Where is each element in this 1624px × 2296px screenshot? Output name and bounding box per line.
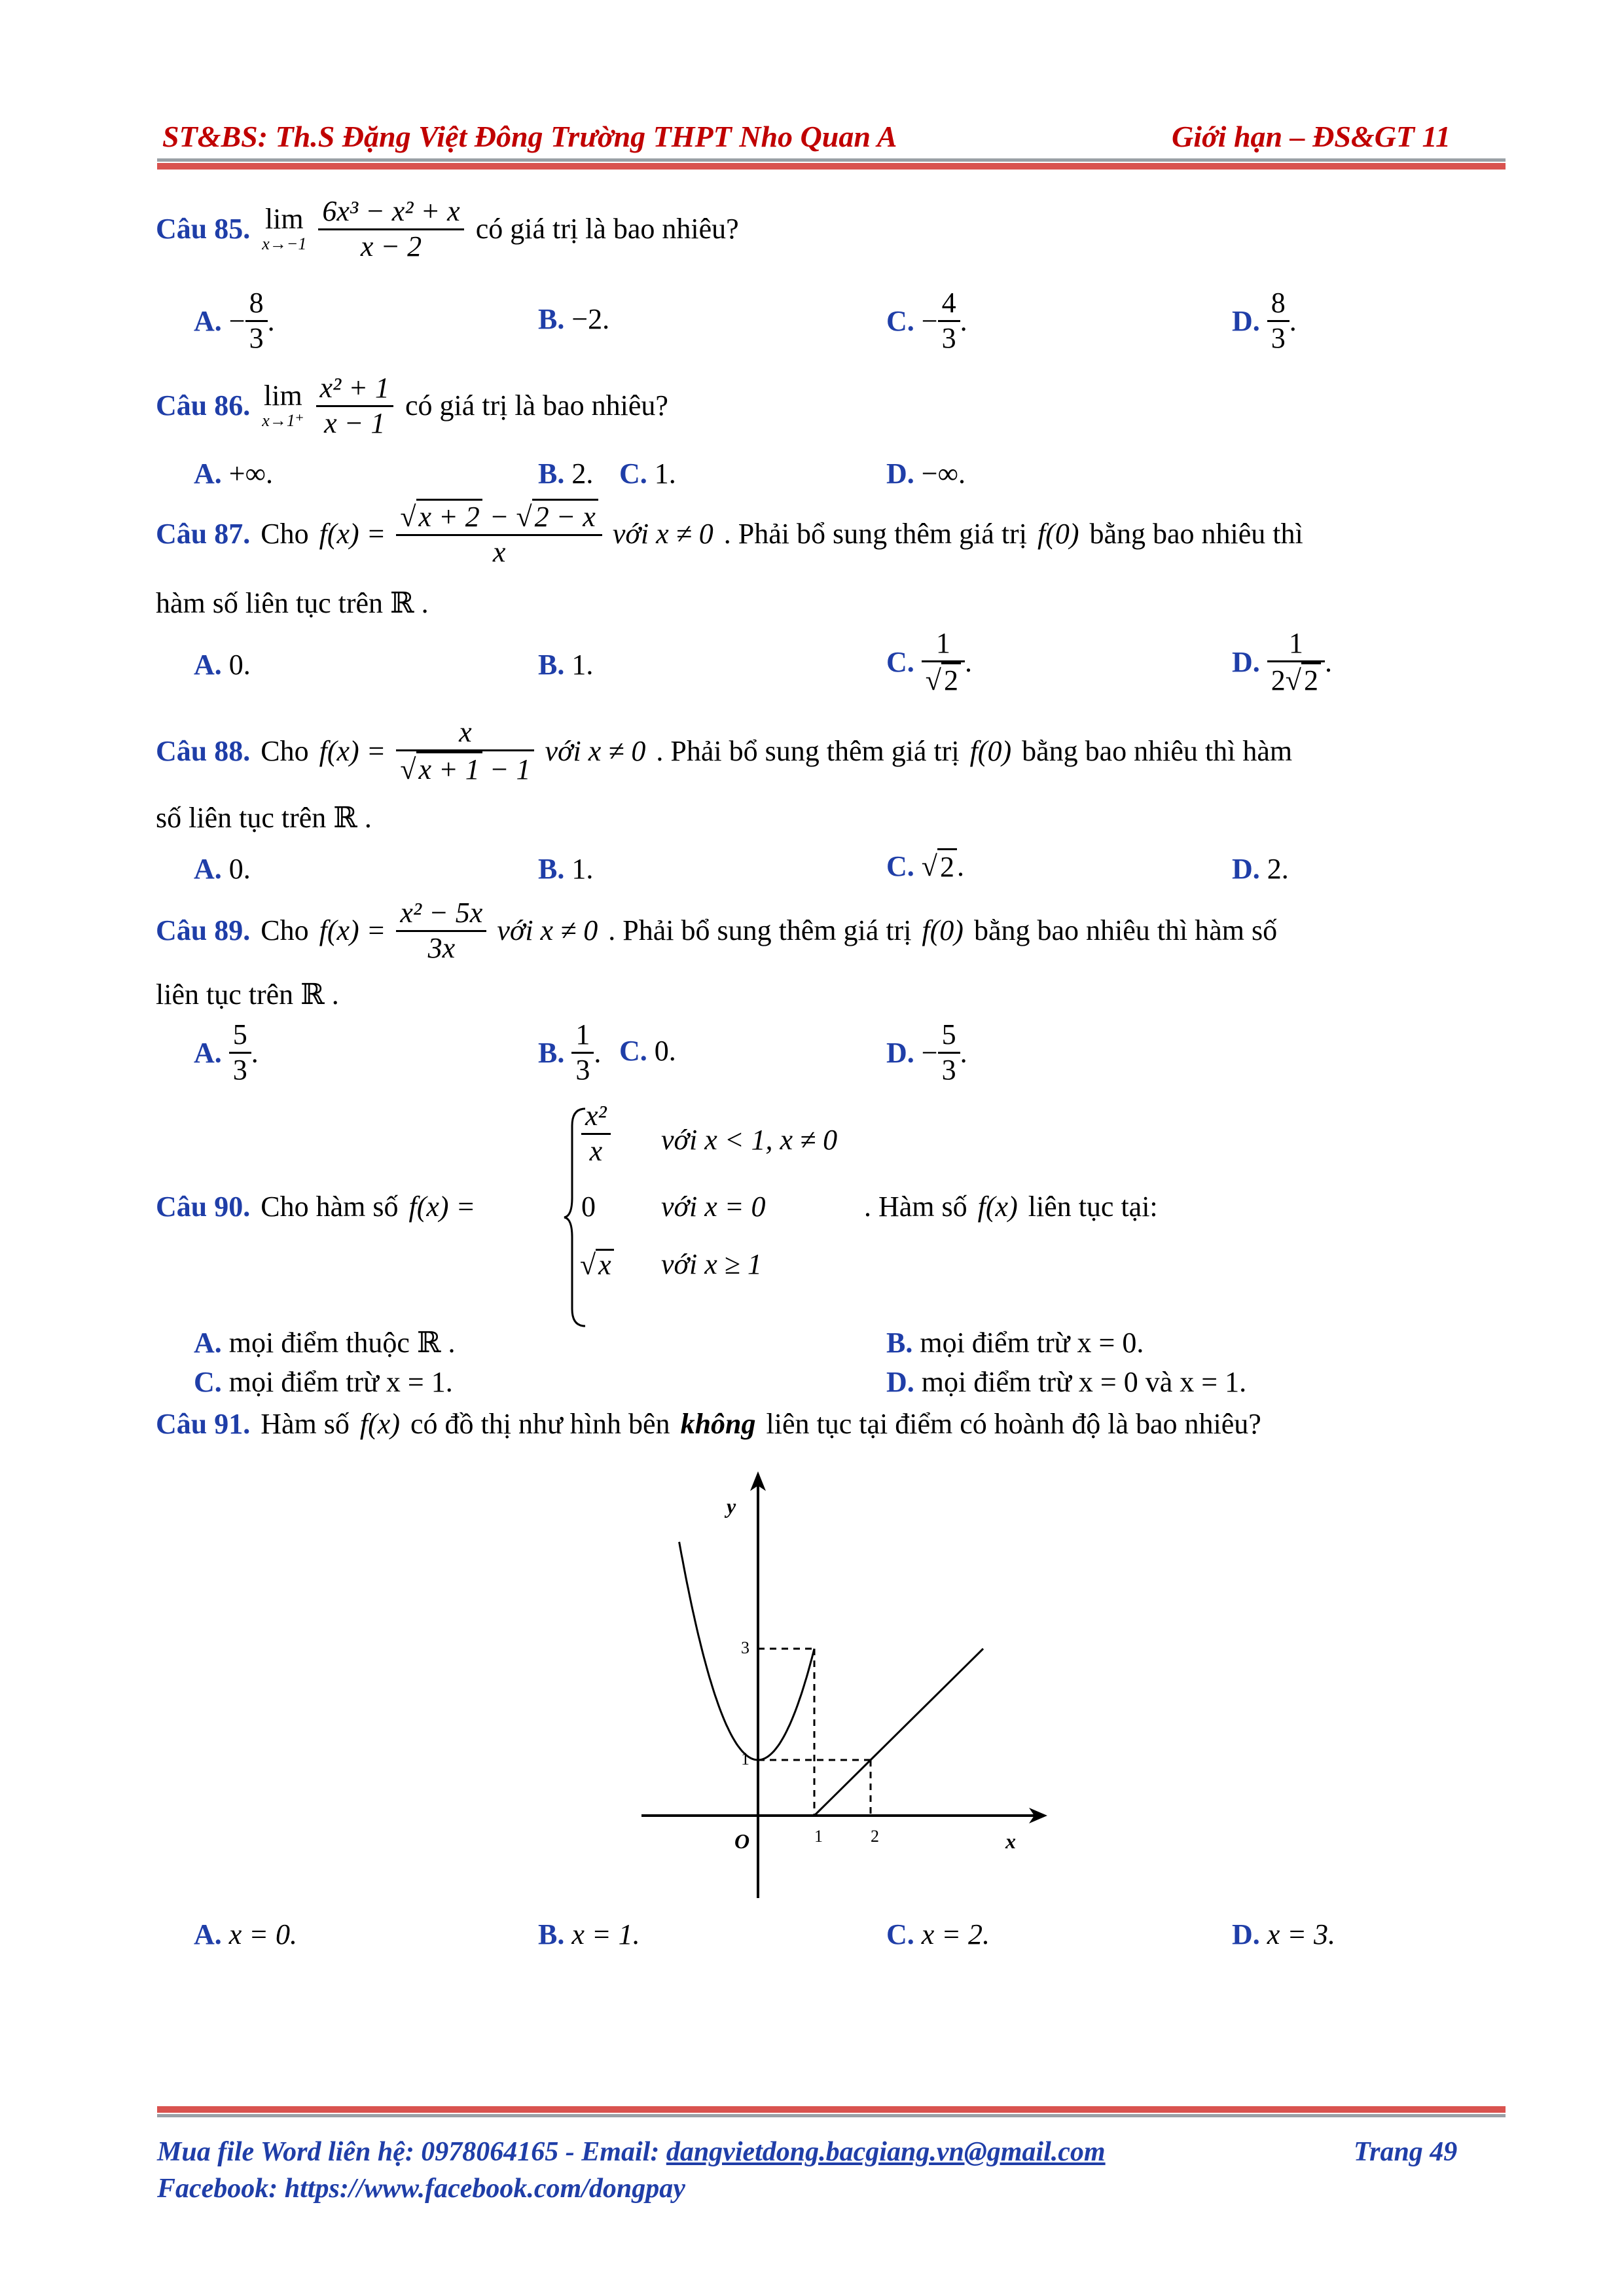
denominator: x [492, 535, 506, 568]
q86-option-c[interactable] [619, 457, 676, 490]
question-text: Hàm số [261, 1408, 350, 1440]
q89-option-b[interactable] [538, 1018, 601, 1086]
option-label: D. [1232, 646, 1260, 679]
question-text: có đồ thị như hình bên [410, 1408, 670, 1440]
sign: − [228, 304, 245, 337]
q90-option-a[interactable] [194, 1326, 456, 1359]
q85-option-d[interactable] [1232, 287, 1297, 355]
q89-line2: liên tục trên ℝ . [156, 978, 339, 1011]
option-label: B. [538, 303, 565, 335]
q91-option-b[interactable] [538, 1918, 640, 1951]
option-label: B. [538, 1036, 565, 1069]
case-2-value: 0 [581, 1191, 596, 1223]
q90-option-b[interactable] [886, 1326, 1144, 1359]
option-label: A. [194, 1327, 222, 1359]
function-name: f(x) = [319, 517, 386, 550]
option-value: 0. [228, 649, 251, 681]
option-label: B. [886, 1327, 913, 1359]
q91-option-c[interactable] [886, 1918, 990, 1951]
footer-rule-gray [157, 2114, 1506, 2117]
option-value: mọi điểm trừ x = 0 và x = 1. [921, 1366, 1247, 1398]
option-value: 1. [654, 457, 676, 490]
option-value: x = 1. [571, 1918, 640, 1950]
option-label: C. [886, 646, 914, 679]
tail: . [1289, 304, 1297, 337]
footer-facebook-link[interactable]: Facebook: https://www.facebook.com/dongpay [157, 2174, 685, 2204]
numerator: √x + 2 − √2 − x [396, 499, 602, 536]
option-value: x = 3. [1267, 1918, 1336, 1950]
q87-option-c[interactable]: C. $\frac{1}{√2}$ . [886, 627, 972, 696]
question-89 [156, 897, 1504, 965]
option-label: A. [194, 1918, 222, 1950]
numerator: 4 [938, 287, 960, 322]
tail: . [251, 1036, 259, 1069]
lim-word: lim [264, 202, 304, 235]
q90-option-d[interactable] [886, 1365, 1246, 1399]
option-label: C. [619, 457, 647, 490]
q86-option-a[interactable] [194, 457, 273, 490]
question-label: Câu 90. [156, 1191, 251, 1223]
denominator: 3 [232, 1053, 247, 1086]
cho-text: Cho [261, 734, 309, 767]
q87-option-a[interactable] [194, 648, 251, 681]
option-label: D. [886, 457, 914, 490]
case-2-condition: với x = 0 [661, 1191, 766, 1223]
radicand: 2 [1301, 662, 1321, 698]
header-left: ST&BS: Th.S Đặng Việt Đông Trường THPT Nho Quan A [162, 120, 897, 153]
x-axis-label: x [1005, 1829, 1016, 1853]
numerator: 1 [1267, 627, 1325, 662]
option-label: C. [194, 1366, 222, 1398]
option-label: D. [1232, 304, 1260, 337]
function-name: f(x) [359, 1408, 400, 1440]
denominator: 3x [427, 931, 456, 964]
q85-option-c[interactable] [886, 287, 967, 355]
option-label: D. [886, 1366, 914, 1398]
option-value: 1. [571, 853, 594, 885]
question-85 [156, 195, 739, 263]
q87-option-b[interactable] [538, 648, 593, 681]
q89-option-d[interactable] [886, 1018, 967, 1086]
question-88 [156, 716, 1504, 786]
piecewise-case-1 [581, 1100, 611, 1168]
option-value: 0. [654, 1035, 676, 1067]
fraction [396, 499, 602, 569]
case-1-condition: với x < 1, x ≠ 0 [661, 1124, 838, 1156]
q88-option-a[interactable] [194, 852, 251, 886]
numerator: x² [581, 1100, 611, 1135]
option-value: x = 2. [921, 1918, 990, 1950]
option-label: B. [538, 853, 565, 885]
lim-sub: x→−1 [262, 234, 307, 253]
tail: . [960, 1036, 967, 1069]
denominator: 3 [941, 321, 956, 354]
q88-option-d[interactable] [1232, 852, 1289, 886]
q88-option-c[interactable]: C. √ 2 . [886, 848, 964, 884]
q86-option-b[interactable] [538, 457, 593, 490]
numerator: 6x³ − x² + x [318, 195, 463, 230]
f0: f(0) [922, 914, 964, 947]
question-label: Câu 88. [156, 734, 251, 767]
graph-layer [679, 1542, 983, 1816]
option-label: C. [886, 304, 914, 337]
radicand: 2 [941, 662, 961, 698]
question-text: liên tục tại: [1028, 1191, 1158, 1223]
footer-email-link[interactable]: dangvietdong.bacgiang.vn@gmail.com [666, 2137, 1106, 2167]
tick-x2: 2 [871, 1827, 879, 1846]
fraction [1267, 287, 1290, 355]
series-line [814, 1649, 983, 1816]
option-label: C. [886, 850, 914, 882]
option-value: 1. [571, 649, 594, 681]
option-value: 0. [228, 853, 251, 885]
denominator: x − 1 [324, 406, 386, 439]
denominator: 3 [1271, 321, 1286, 354]
question-text: có giá trị là bao nhiêu? [405, 389, 668, 422]
numerator: x [396, 716, 534, 751]
header-right: Giới hạn – ĐS&GT 11 [1172, 120, 1451, 153]
case-3-value: √x [580, 1249, 614, 1280]
case-3-condition: với x ≥ 1 [661, 1248, 762, 1280]
q90-tail [864, 1193, 1158, 1221]
tick-y1: 1 [741, 1749, 749, 1768]
header-rule-gray [157, 158, 1506, 162]
q88-option-b[interactable] [538, 852, 593, 886]
limit [262, 379, 304, 431]
q91-option-d[interactable] [1232, 1918, 1335, 1951]
y-axis-label: y [727, 1494, 736, 1518]
lim-sub: x→1⁺ [262, 410, 304, 430]
condition: với x ≠ 0 [612, 517, 713, 550]
numerator: 8 [245, 287, 268, 322]
question-label: Câu 86. [156, 389, 251, 422]
option-value: +∞. [228, 457, 273, 490]
question-label: Câu 91. [156, 1408, 251, 1440]
option-value: −∞. [921, 457, 965, 490]
tail: . [267, 304, 275, 337]
option-value: mọi điểm thuộc ℝ . [228, 1327, 456, 1359]
fraction [316, 372, 393, 440]
q89-option-a[interactable] [194, 1018, 259, 1086]
fraction [581, 1100, 611, 1168]
footer-rule-red [157, 2106, 1506, 2113]
fraction [571, 1018, 594, 1086]
option-value: 2. [1267, 853, 1289, 885]
fraction [318, 195, 463, 263]
option-label: B. [538, 1918, 565, 1950]
limit [262, 202, 307, 254]
question-text: bằng bao nhiêu thì hàm [1022, 734, 1293, 767]
q87-line2: hàm số liên tục trên ℝ . [156, 587, 429, 619]
fraction [396, 716, 534, 786]
denominator: 3 [941, 1053, 956, 1086]
numerator: 5 [938, 1018, 960, 1054]
q89-option-c[interactable] [619, 1034, 676, 1067]
footer-contact [157, 2136, 1106, 2168]
question-90 [156, 1193, 475, 1221]
radicand: 2 − x [532, 499, 598, 534]
denominator: √2 [922, 662, 965, 698]
numerator: 1 [571, 1018, 594, 1054]
question-text: bằng bao nhiêu thì [1089, 517, 1303, 550]
f0: f(0) [1037, 517, 1079, 550]
option-label: B. [538, 457, 565, 490]
function-name: f(x) = [408, 1191, 476, 1223]
question-text: có giá trị là bao nhiêu? [475, 213, 739, 245]
option-label: A. [194, 457, 222, 490]
numerator: 1 [922, 627, 965, 662]
tick-y3: 3 [741, 1638, 749, 1657]
option-label: D. [1232, 1918, 1260, 1950]
denominator: x − 2 [360, 230, 422, 262]
cho-text: Cho [261, 517, 309, 550]
function-name: f(x) = [319, 734, 386, 767]
question-text: bằng bao nhiêu thì hàm số [973, 914, 1278, 947]
question-text: . Hàm số [864, 1191, 967, 1223]
option-label: D. [1232, 853, 1260, 885]
tail: . [956, 850, 964, 882]
radicand: 2 [937, 848, 957, 884]
denominator: 3 [249, 321, 264, 354]
fraction [922, 627, 965, 697]
option-label: C. [886, 1918, 914, 1950]
q90-option-c[interactable] [194, 1365, 453, 1399]
option-label: A. [194, 649, 222, 681]
origin-label: O [734, 1829, 750, 1853]
tick-x1: 1 [814, 1827, 823, 1846]
sign: − [921, 304, 938, 337]
fraction [938, 1018, 960, 1086]
q91-option-a[interactable] [194, 1918, 297, 1951]
question-text: . Phải bổ sung thêm giá trị [723, 517, 1027, 550]
tail: . [594, 1036, 602, 1069]
function-name: f(x) = [319, 914, 386, 947]
q87-option-d[interactable]: D. $\frac{1}{2√2}$ . [1232, 627, 1332, 696]
numerator: x² − 5x [396, 897, 486, 932]
den-tail: − 1 [489, 753, 531, 785]
q85-option-b[interactable] [538, 302, 609, 336]
option-label: A. [194, 853, 222, 885]
question-label: Câu 87. [156, 517, 251, 550]
function-graph [628, 1466, 1060, 1911]
radicand: x + 1 [416, 751, 482, 787]
function-name: f(x) [977, 1191, 1018, 1223]
denominator: √x + 1 − 1 [396, 751, 534, 787]
fraction [1267, 627, 1325, 697]
f0: f(0) [969, 734, 1012, 767]
option-value: −2. [571, 303, 610, 335]
radicand: x + 2 [416, 499, 482, 534]
question-text: liên tục tại điểm có hoành độ là bao nhiêu? [766, 1408, 1261, 1440]
option-label: C. [619, 1035, 647, 1067]
lim-word: lim [264, 379, 302, 412]
cho-text: Cho [261, 914, 309, 947]
footer-page-number: Trang 49 [1354, 2137, 1458, 2167]
radicand: x [596, 1249, 614, 1280]
fraction [938, 287, 960, 355]
option-label: D. [886, 1036, 914, 1069]
question-label: Câu 89. [156, 914, 251, 947]
tail: . [960, 304, 967, 337]
question-86 [156, 372, 668, 440]
coefficient: 2 [1271, 664, 1286, 696]
q88-line2: số liên tục trên ℝ . [156, 802, 372, 834]
option-value: mọi điểm trừ x = 0. [920, 1327, 1144, 1359]
q86-option-d[interactable] [886, 457, 965, 490]
sign: − [921, 1036, 938, 1069]
numerator: x² + 1 [316, 372, 393, 407]
emphasis: không [680, 1408, 756, 1440]
condition: với x ≠ 0 [545, 734, 646, 767]
option-label: B. [538, 649, 565, 681]
fraction [229, 1018, 251, 1086]
footer-contact-text: Mua file Word liên hệ: 0978064165 - Email: [157, 2137, 660, 2167]
denominator: 2√2 [1267, 662, 1325, 698]
question-87 [156, 499, 1504, 569]
question-text: . Phải bổ sung thêm giá trị [608, 914, 912, 947]
condition: với x ≠ 0 [497, 914, 598, 947]
denominator: x [589, 1134, 603, 1167]
question-91 [156, 1410, 1261, 1439]
option-label: A. [194, 304, 222, 337]
question-text: Cho hàm số [261, 1191, 399, 1223]
numerator: 5 [229, 1018, 251, 1054]
option-value: x = 0. [228, 1918, 298, 1950]
header-rule-red [157, 163, 1506, 170]
fraction [396, 897, 486, 965]
denominator: 3 [575, 1053, 590, 1086]
option-value: 2. [571, 457, 594, 490]
option-label: A. [194, 1036, 222, 1069]
q85-option-a[interactable] [194, 287, 275, 355]
question-label: Câu 85. [156, 213, 251, 245]
option-value: mọi điểm trừ x = 1. [228, 1366, 453, 1398]
numerator: 8 [1267, 287, 1290, 322]
fraction [245, 287, 268, 355]
question-text: . Phải bổ sung thêm giá trị [656, 734, 960, 767]
